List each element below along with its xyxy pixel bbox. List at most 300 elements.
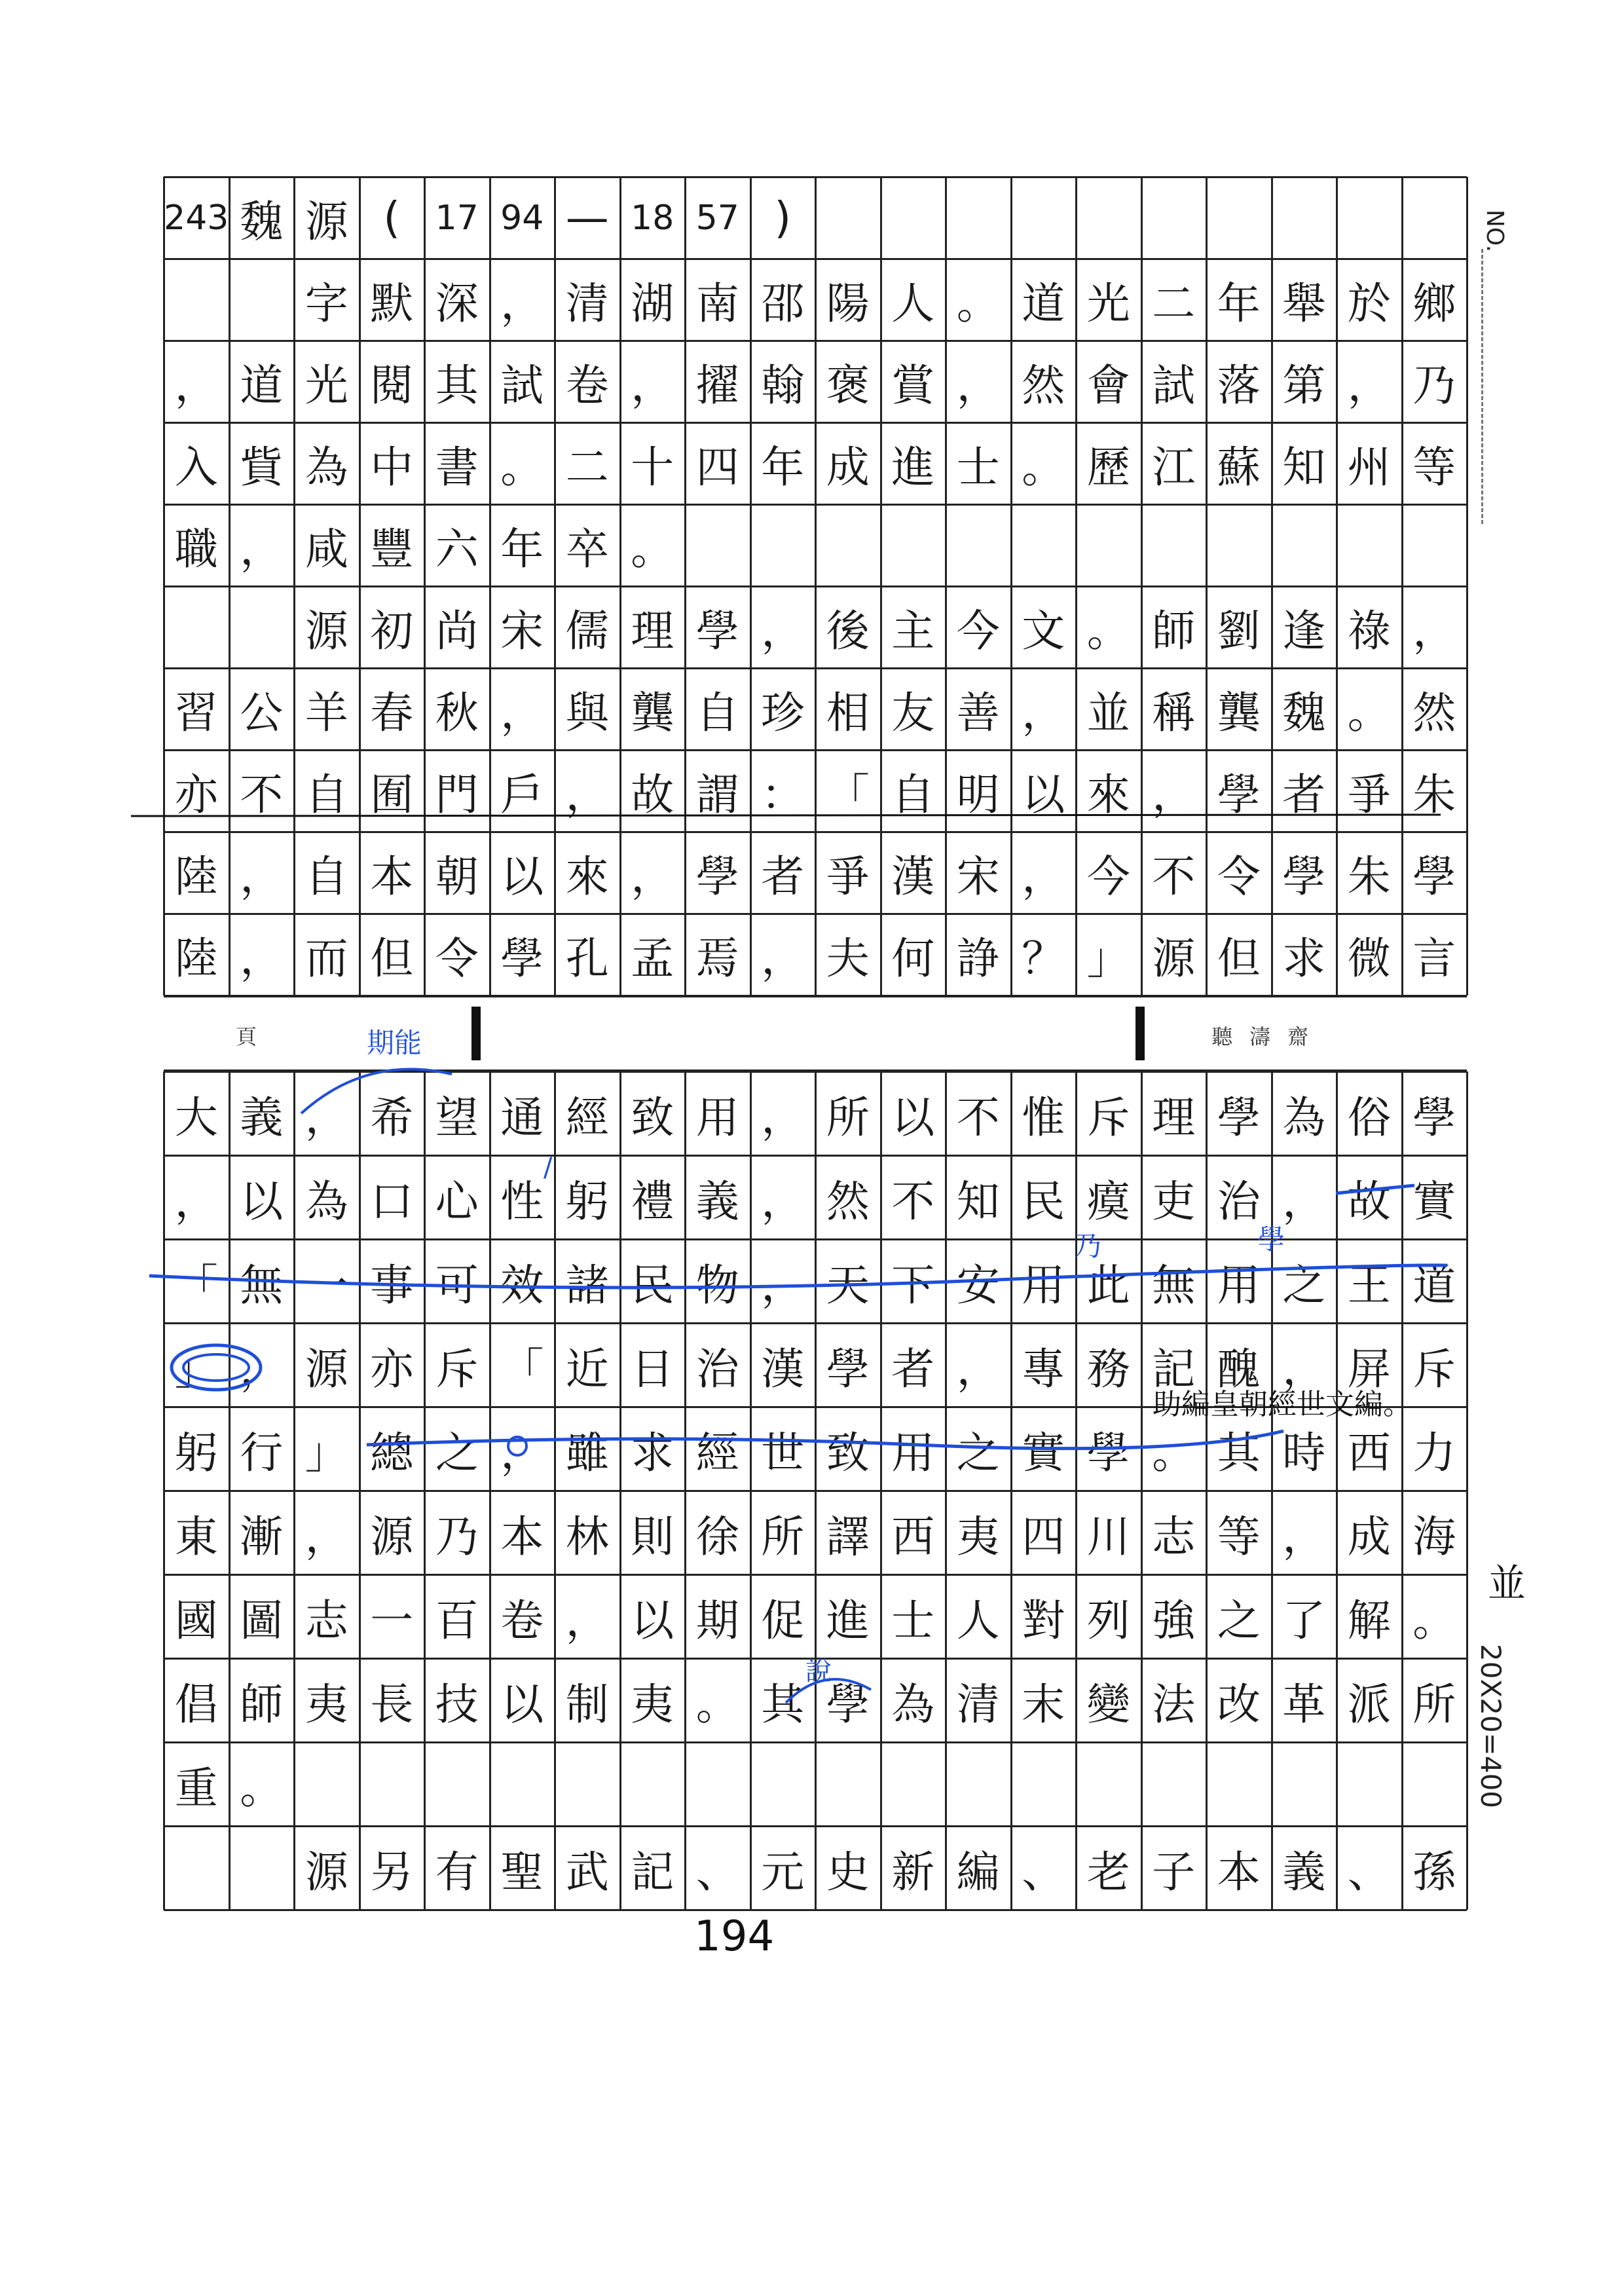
grid-cell: 倡 bbox=[174, 1679, 218, 1730]
grid-cell: 四 bbox=[1022, 1511, 1065, 1562]
grid-cell: 成 bbox=[1347, 1511, 1391, 1562]
grid-cell: 學 bbox=[826, 1679, 870, 1730]
grid-cell: 等 bbox=[1217, 1511, 1261, 1562]
grid-cell: 本 bbox=[500, 1511, 544, 1562]
annotation-insert-1: 期能 bbox=[367, 1027, 422, 1059]
grid-cell: 理 bbox=[1152, 1092, 1196, 1143]
grid-cell: 卒 bbox=[565, 524, 609, 574]
grid-cell: 17 bbox=[435, 198, 479, 238]
grid-cell: 天 bbox=[826, 1259, 870, 1311]
grid-cell: 年 bbox=[500, 524, 544, 574]
grid-cell: 會 bbox=[1086, 360, 1130, 411]
grid-cell: 徐 bbox=[695, 1511, 739, 1562]
grid-cell: 其 bbox=[1217, 1427, 1261, 1478]
grid-cell: 所 bbox=[761, 1511, 805, 1562]
grid-cell: ， bbox=[1152, 770, 1196, 820]
grid-cell: 、 bbox=[695, 1846, 739, 1897]
grid-cell: 編 bbox=[956, 1846, 1000, 1897]
grid-cell: 朱 bbox=[1347, 851, 1391, 902]
grid-cell: 令 bbox=[1217, 851, 1261, 902]
grid-cell: 但 bbox=[370, 933, 414, 984]
grid-cell: 諍 bbox=[956, 933, 1000, 984]
grid-cell: 」 bbox=[1086, 933, 1130, 984]
grid-cell: 夫 bbox=[826, 933, 870, 984]
sheet-format-mark: 20X20=400 bbox=[1475, 1644, 1507, 1809]
grid-cell: 西 bbox=[891, 1511, 935, 1562]
page-number: 194 bbox=[694, 1912, 775, 1961]
grid-cell: 漢 bbox=[761, 1343, 805, 1394]
grid-cell: 近 bbox=[565, 1343, 609, 1394]
grid-cell: 學 bbox=[826, 1343, 870, 1394]
grid-cell: 陸 bbox=[174, 851, 218, 902]
grid-cell: 爭 bbox=[826, 851, 870, 902]
grid-cell: 斥 bbox=[1086, 1092, 1130, 1143]
grid-cell: 理 bbox=[631, 606, 674, 656]
grid-cell: 夷 bbox=[631, 1679, 674, 1730]
grid-cell: 事 bbox=[370, 1259, 414, 1311]
grid-cell: 道 bbox=[1022, 278, 1065, 329]
grid-cell: 言 bbox=[1412, 933, 1456, 984]
grid-cell: ， bbox=[956, 360, 1000, 411]
grid-cell: 焉 bbox=[695, 933, 739, 984]
grid-cell: 等 bbox=[1412, 442, 1456, 493]
grid-cell: 中 bbox=[370, 442, 414, 493]
grid-cell: 技 bbox=[435, 1679, 479, 1730]
grid-cell: 志 bbox=[304, 1595, 348, 1646]
grid-cell: 以 bbox=[631, 1595, 674, 1646]
grid-cell: 擢 bbox=[695, 360, 739, 411]
grid-cell: 夷 bbox=[304, 1679, 348, 1730]
grid-cell: 公 bbox=[240, 688, 284, 738]
grid-cell: 來 bbox=[1086, 770, 1130, 820]
grid-cell: 求 bbox=[631, 1427, 674, 1478]
grid-cell: 東 bbox=[174, 1511, 218, 1562]
grid-cell: 本 bbox=[1217, 1846, 1261, 1897]
grid-cell: ， bbox=[240, 524, 284, 574]
grid-cell: 而 bbox=[304, 933, 348, 984]
grid-cell: 學 bbox=[1086, 1427, 1130, 1478]
grid-cell: 年 bbox=[761, 442, 805, 493]
grid-cell: 自 bbox=[695, 688, 739, 738]
grid-cell: 長 bbox=[370, 1679, 414, 1730]
grid-cell: 光 bbox=[1086, 278, 1130, 329]
grid-cell: 記 bbox=[1152, 1343, 1196, 1394]
grid-cell: 學 bbox=[695, 606, 739, 656]
grid-cell: 龔 bbox=[1217, 688, 1261, 738]
grid-cell: 海 bbox=[1412, 1511, 1456, 1562]
annotation-insert-5: 說 bbox=[805, 1656, 832, 1686]
grid-cell: 學 bbox=[1217, 770, 1261, 820]
annotation-insert-2: 乃 bbox=[1074, 1230, 1102, 1262]
grid-cell: 孔 bbox=[565, 933, 609, 984]
grid-cell: 字 bbox=[304, 278, 348, 329]
grid-cell: 於 bbox=[1347, 278, 1391, 329]
grid-cell: 陸 bbox=[174, 933, 218, 984]
grid-cell: 者 bbox=[1282, 770, 1326, 820]
grid-cell: 實 bbox=[1412, 1176, 1456, 1227]
grid-cell: 革 bbox=[1282, 1679, 1326, 1730]
grid-cell: ， bbox=[304, 1092, 348, 1143]
grid-cell: ， bbox=[1022, 851, 1065, 902]
grid-cell: 以 bbox=[891, 1092, 935, 1143]
grid-cell: 習 bbox=[174, 688, 218, 738]
grid-cell: 世 bbox=[761, 1427, 805, 1478]
grid-cell: 成 bbox=[826, 442, 870, 493]
grid-cell: ， bbox=[761, 1176, 805, 1227]
grid-cell: 屏 bbox=[1347, 1343, 1391, 1394]
grid-cell: ， bbox=[1282, 1343, 1326, 1394]
grid-cell: 光 bbox=[304, 360, 348, 411]
grid-cell: 善 bbox=[956, 688, 1000, 738]
grid-cell: 職 bbox=[174, 524, 218, 574]
grid-cell: 有 bbox=[435, 1846, 479, 1897]
grid-cell: 川 bbox=[1086, 1511, 1130, 1562]
grid-cell: 閱 bbox=[370, 360, 414, 411]
grid-cell: 俗 bbox=[1347, 1092, 1391, 1143]
grid-cell: 之 bbox=[1217, 1595, 1261, 1646]
grid-cell: 者 bbox=[761, 851, 805, 902]
grid-cell: 躬 bbox=[174, 1427, 218, 1478]
grid-cell: 六 bbox=[435, 524, 479, 574]
grid-cell: 醜 bbox=[1217, 1343, 1261, 1394]
grid-cell: 試 bbox=[1152, 360, 1196, 411]
grid-cell: 民 bbox=[631, 1259, 674, 1311]
grid-cell: 民 bbox=[1022, 1176, 1065, 1227]
grid-cell: 西 bbox=[1347, 1427, 1391, 1478]
grid-cell: 自 bbox=[304, 770, 348, 820]
grid-cell: — bbox=[565, 193, 609, 243]
grid-cell: 專 bbox=[1022, 1343, 1065, 1394]
grid-cell: 、 bbox=[1022, 1846, 1065, 1897]
grid-cell: 期 bbox=[695, 1595, 739, 1646]
grid-cell: ， bbox=[1347, 360, 1391, 411]
grid-cell: 學 bbox=[695, 851, 739, 902]
grid-cell: 經 bbox=[565, 1092, 609, 1143]
grid-cell: 宋 bbox=[500, 606, 544, 656]
grid-cell: 物 bbox=[695, 1259, 739, 1311]
grid-cell: 士 bbox=[956, 442, 1000, 493]
grid-cell: 「 bbox=[826, 770, 870, 820]
grid-cell: 不 bbox=[240, 770, 284, 820]
grid-cell: 微 bbox=[1347, 933, 1391, 984]
side-note: 並 bbox=[1488, 1561, 1526, 1605]
grid-cell: 用 bbox=[891, 1427, 935, 1478]
grid-cell: ， bbox=[500, 278, 544, 329]
grid-cell: 用 bbox=[695, 1092, 739, 1143]
grid-cell: 尚 bbox=[435, 606, 479, 656]
grid-cell: 龔 bbox=[631, 688, 674, 738]
grid-cell: 今 bbox=[956, 606, 1000, 656]
grid-cell: 重 bbox=[174, 1762, 218, 1813]
grid-cell: 記 bbox=[631, 1846, 674, 1897]
grid-cell: 義 bbox=[240, 1092, 284, 1143]
grid-cell: 經 bbox=[695, 1427, 739, 1478]
grid-cell: 來 bbox=[565, 851, 609, 902]
grid-cell: 百 bbox=[435, 1595, 479, 1646]
grid-cell: 咸 bbox=[304, 524, 348, 574]
grid-cell: 、 bbox=[1347, 1846, 1391, 1897]
grid-cell: 試 bbox=[500, 360, 544, 411]
grid-cell: 魏 bbox=[1282, 688, 1326, 738]
grid-cell: 故 bbox=[1347, 1176, 1391, 1227]
grid-cell: 94 bbox=[500, 198, 544, 238]
grid-cell: 故 bbox=[631, 770, 674, 820]
grid-cell: 卷 bbox=[565, 360, 609, 411]
grid-cell: 二 bbox=[565, 442, 609, 493]
grid-cell: 。 bbox=[1152, 1427, 1196, 1478]
grid-cell: 令 bbox=[435, 933, 479, 984]
grid-cell: 以 bbox=[500, 851, 544, 902]
grid-cell: 何 bbox=[891, 933, 935, 984]
grid-cell: 之 bbox=[1282, 1259, 1326, 1311]
grid-cell: 夷 bbox=[956, 1511, 1000, 1562]
grid-cell: 春 bbox=[370, 688, 414, 738]
grid-cell: ( bbox=[383, 193, 401, 243]
grid-cell: ， bbox=[174, 1176, 218, 1227]
grid-cell: 譯 bbox=[826, 1511, 870, 1562]
grid-cell: 與 bbox=[565, 688, 609, 738]
grid-cell: 然 bbox=[1412, 688, 1456, 738]
grid-cell: 謂 bbox=[695, 770, 739, 820]
grid-cell: 卷 bbox=[500, 1595, 544, 1646]
grid-cell: 道 bbox=[240, 360, 284, 411]
grid-cell: ， bbox=[1282, 1176, 1326, 1227]
grid-cell: 人 bbox=[891, 278, 935, 329]
grid-cell: 所 bbox=[1412, 1679, 1456, 1730]
grid-cell: 友 bbox=[891, 688, 935, 738]
grid-cell: 以 bbox=[500, 1679, 544, 1730]
grid-cell: 派 bbox=[1347, 1679, 1391, 1730]
grid-cell: 不 bbox=[891, 1176, 935, 1227]
grid-cell: 聖 bbox=[500, 1846, 544, 1897]
grid-cell: 無 bbox=[240, 1259, 284, 1311]
grid-cell: 了 bbox=[1282, 1595, 1326, 1646]
grid-cell: 改 bbox=[1217, 1679, 1261, 1730]
grid-cell: 源 bbox=[304, 196, 348, 247]
grid-cell: 但 bbox=[1217, 933, 1261, 984]
grid-cell: 之 bbox=[956, 1427, 1000, 1478]
grid-cell: ， bbox=[500, 688, 544, 738]
grid-cell: 一 bbox=[304, 1259, 348, 1311]
grid-cell: 「 bbox=[174, 1259, 218, 1311]
grid-cell: 乃 bbox=[435, 1511, 479, 1562]
grid-cell: 元 bbox=[761, 1846, 805, 1897]
grid-cell: 一 bbox=[370, 1595, 414, 1646]
grid-cell: 。 bbox=[695, 1679, 739, 1730]
gutter-right-label: 聽濤齋 bbox=[1211, 1024, 1326, 1049]
grid-cell: 知 bbox=[956, 1176, 1000, 1227]
grid-cell: 效 bbox=[500, 1259, 544, 1311]
grid-cell: 力 bbox=[1412, 1427, 1456, 1478]
grid-cell: 道 bbox=[1412, 1259, 1456, 1311]
grid-cell: 變 bbox=[1086, 1679, 1130, 1730]
grid-cell: 主 bbox=[891, 606, 935, 656]
grid-cell: ， bbox=[240, 933, 284, 984]
grid-cell: 希 bbox=[370, 1092, 414, 1143]
grid-cell: 總 bbox=[370, 1427, 414, 1478]
annotation-insert-3: 學 bbox=[1257, 1223, 1285, 1255]
grid-cell: 王 bbox=[1347, 1259, 1391, 1311]
grid-cell: 年 bbox=[1217, 278, 1261, 329]
grid-cell: ) bbox=[774, 193, 792, 243]
grid-cell: 以 bbox=[240, 1176, 284, 1227]
grid-cell: 並 bbox=[1086, 688, 1130, 738]
grid-cell: 門 bbox=[435, 770, 479, 820]
grid-cell: 心 bbox=[435, 1176, 479, 1227]
grid-cell: 」 bbox=[174, 1343, 218, 1394]
grid-cell: 本 bbox=[370, 851, 414, 902]
grid-cell: 此 bbox=[1086, 1259, 1130, 1311]
grid-cell: 。 bbox=[240, 1762, 284, 1813]
grid-cell: ， bbox=[240, 851, 284, 902]
grid-cell: 進 bbox=[891, 442, 935, 493]
grid-cell: 源 bbox=[304, 1846, 348, 1897]
grid-cell: 解 bbox=[1347, 1595, 1391, 1646]
grid-cell: 師 bbox=[1152, 606, 1196, 656]
grid-cell: 安 bbox=[956, 1259, 1000, 1311]
grid-cell: 所 bbox=[826, 1092, 870, 1143]
grid-cell: 」 bbox=[304, 1427, 348, 1478]
grid-cell: 源 bbox=[304, 606, 348, 656]
grid-cell: ， bbox=[565, 770, 609, 820]
grid-cell: 州 bbox=[1347, 442, 1391, 493]
grid-cell: 書 bbox=[435, 442, 479, 493]
grid-cell: 今 bbox=[1086, 851, 1130, 902]
grid-cell: 口 bbox=[370, 1176, 414, 1227]
grid-cell: 制 bbox=[565, 1679, 609, 1730]
grid-cell: 翰 bbox=[761, 360, 805, 411]
grid-cell: 末 bbox=[1022, 1679, 1065, 1730]
grid-cell: 史 bbox=[826, 1846, 870, 1897]
grid-cell: 源 bbox=[304, 1343, 348, 1394]
grid-cell: ， bbox=[304, 1511, 348, 1562]
grid-cell: ， bbox=[174, 360, 218, 411]
grid-cell: 舉 bbox=[1282, 278, 1326, 329]
grid-cell: 性 bbox=[500, 1176, 544, 1227]
grid-cell: 褒 bbox=[826, 360, 870, 411]
grid-cell: 鄉 bbox=[1412, 278, 1456, 329]
grid-cell: 。 bbox=[1086, 606, 1130, 656]
grid-cell: 新 bbox=[891, 1846, 935, 1897]
grid-cell: 乃 bbox=[1412, 360, 1456, 411]
grid-cell: 圖 bbox=[240, 1595, 284, 1646]
grid-cell: 清 bbox=[565, 278, 609, 329]
grid-cell: ， bbox=[500, 1427, 544, 1478]
grid-cell: 望 bbox=[435, 1092, 479, 1143]
grid-cell: ， bbox=[240, 1343, 284, 1394]
sheet-number-mark: NO. bbox=[1481, 210, 1508, 253]
grid-cell: 初 bbox=[370, 606, 414, 656]
grid-cell: 。 bbox=[1347, 688, 1391, 738]
grid-cell: 則 bbox=[631, 1511, 674, 1562]
grid-cell: 對 bbox=[1022, 1595, 1065, 1646]
grid-cell: 為 bbox=[304, 1176, 348, 1227]
grid-cell: 法 bbox=[1152, 1679, 1196, 1730]
grid-cell: 斥 bbox=[435, 1343, 479, 1394]
grid-cell: 湖 bbox=[631, 278, 674, 329]
grid-cell: 自 bbox=[304, 851, 348, 902]
gutter-left-label: 頁 bbox=[236, 1024, 257, 1049]
grid-cell: 瘼 bbox=[1086, 1176, 1130, 1227]
grid-cell: 文 bbox=[1022, 606, 1065, 656]
grid-cell: 師 bbox=[240, 1679, 284, 1730]
grid-cell: 二 bbox=[1152, 278, 1196, 329]
grid-cell: 亦 bbox=[370, 1343, 414, 1394]
grid-cell: 進 bbox=[826, 1595, 870, 1646]
grid-cell: 陽 bbox=[826, 278, 870, 329]
grid-cell: 朝 bbox=[435, 851, 479, 902]
grid-cell: 國 bbox=[174, 1595, 218, 1646]
grid-cell: 列 bbox=[1086, 1595, 1130, 1646]
grid-cell: 南 bbox=[695, 278, 739, 329]
grid-cell: 歷 bbox=[1086, 442, 1130, 493]
grid-cell: 宋 bbox=[956, 851, 1000, 902]
grid-cell: 243 bbox=[164, 198, 229, 238]
grid-cell: 江 bbox=[1152, 442, 1196, 493]
grid-cell: 十 bbox=[631, 442, 674, 493]
grid-cell: 源 bbox=[370, 1511, 414, 1562]
grid-cell: ， bbox=[956, 1343, 1000, 1394]
grid-cell: ， bbox=[761, 933, 805, 984]
grid-cell: 下 bbox=[891, 1259, 935, 1311]
grid-cell: 學 bbox=[1412, 1092, 1456, 1143]
grid-cell: 孟 bbox=[631, 933, 674, 984]
grid-cell: 後 bbox=[826, 606, 870, 656]
grid-cell: 。 bbox=[1412, 1595, 1456, 1646]
grid-cell: ， bbox=[761, 1092, 805, 1143]
grid-cell: 武 bbox=[565, 1846, 609, 1897]
grid-cell: 之 bbox=[435, 1427, 479, 1478]
grid-cell: 第 bbox=[1282, 360, 1326, 411]
grid-cell: 強 bbox=[1152, 1595, 1196, 1646]
grid-cell: 諸 bbox=[565, 1259, 609, 1311]
grid-cell: ， bbox=[1022, 688, 1065, 738]
grid-cell: 漢 bbox=[891, 851, 935, 902]
grid-cell: ， bbox=[631, 851, 674, 902]
grid-cell: 學 bbox=[1217, 1092, 1261, 1143]
grid-cell: ， bbox=[761, 1259, 805, 1311]
grid-cell: 魏 bbox=[240, 196, 284, 247]
grid-cell: 用 bbox=[1022, 1259, 1065, 1311]
grid-cell: 劉 bbox=[1217, 606, 1261, 656]
grid-cell: 躬 bbox=[565, 1176, 609, 1227]
grid-cell: 然 bbox=[826, 1176, 870, 1227]
grid-cell: 逢 bbox=[1282, 606, 1326, 656]
grid-cell: 可 bbox=[435, 1259, 479, 1311]
grid-cell: ： bbox=[761, 770, 805, 820]
grid-cell: 以 bbox=[1022, 770, 1065, 820]
grid-cell: 學 bbox=[1282, 851, 1326, 902]
grid-cell: 自 bbox=[891, 770, 935, 820]
grid-cell: 亦 bbox=[174, 770, 218, 820]
grid-cell: 學 bbox=[500, 933, 544, 984]
grid-cell: 實 bbox=[1022, 1427, 1065, 1478]
grid-cell: 深 bbox=[435, 278, 479, 329]
grid-cell: 求 bbox=[1282, 933, 1326, 984]
grid-cell: 朱 bbox=[1412, 770, 1456, 820]
grid-cell: 林 bbox=[565, 1511, 609, 1562]
grid-cell: 義 bbox=[1282, 1846, 1326, 1897]
grid-cell: 珍 bbox=[761, 688, 805, 738]
grid-cell: 賞 bbox=[891, 360, 935, 411]
grid-cell: 邵 bbox=[761, 278, 805, 329]
grid-cell: 儒 bbox=[565, 606, 609, 656]
grid-cell: 治 bbox=[695, 1343, 739, 1394]
grid-cell: 其 bbox=[761, 1679, 805, 1730]
grid-cell: 祿 bbox=[1347, 606, 1391, 656]
grid-cell: 大 bbox=[174, 1092, 218, 1143]
grid-cell: 日 bbox=[631, 1343, 674, 1394]
